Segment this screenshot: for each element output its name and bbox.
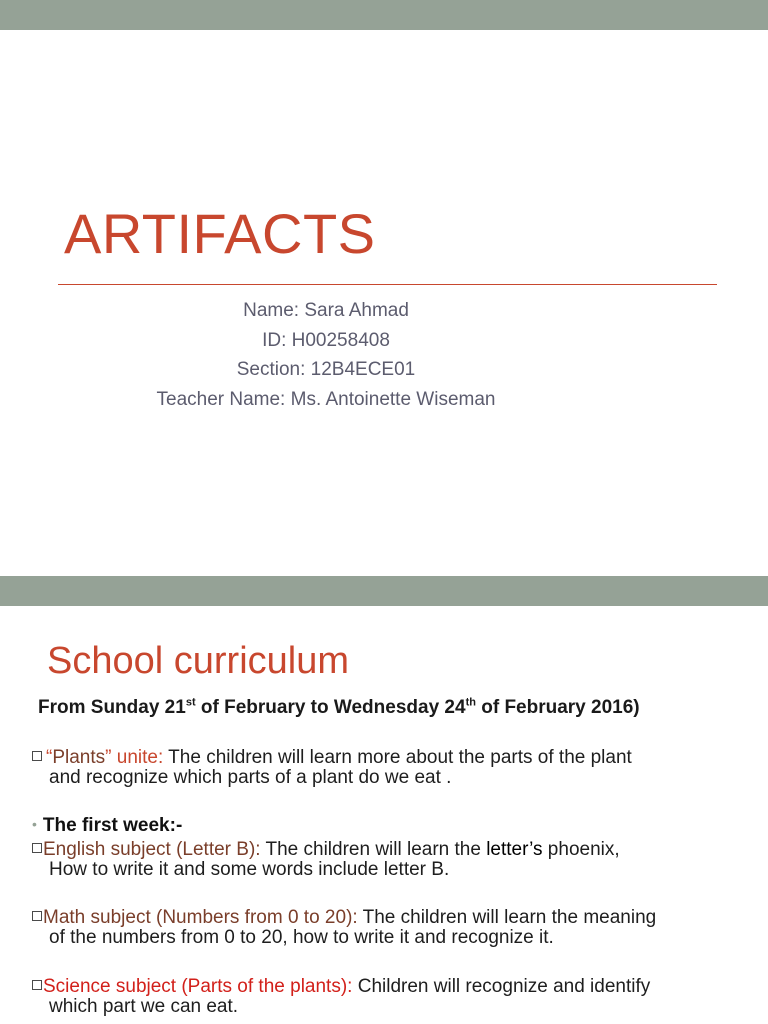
author-info bbox=[0, 296, 652, 414]
english-text-word: letter’s bbox=[486, 839, 543, 860]
top-band bbox=[0, 0, 768, 30]
date-range bbox=[38, 697, 640, 719]
checkbox-square-icon bbox=[32, 911, 42, 921]
date-part: From Sunday 21 bbox=[38, 697, 186, 718]
first-week-heading bbox=[32, 815, 182, 837]
math-subject-item bbox=[32, 908, 709, 948]
student-id: ID: H00258408 bbox=[262, 329, 390, 351]
unit-label: ” unite: bbox=[105, 747, 164, 768]
english-text: The children will learn the bbox=[260, 839, 487, 860]
english-label: English subject (Letter B): bbox=[43, 839, 261, 860]
section: Section: 12B4ECE01 bbox=[236, 359, 416, 380]
checkbox-square-icon bbox=[32, 980, 42, 990]
math-text: The children will learn the meaning bbox=[357, 907, 657, 928]
math-label: Math subject (Numbers from 0 to 20): bbox=[43, 907, 358, 928]
checkbox-square-icon bbox=[32, 843, 42, 853]
slide-title: ARTIFACTS bbox=[64, 202, 376, 265]
plants-unit-item bbox=[32, 748, 709, 788]
first-week-label: The first week:- bbox=[42, 815, 183, 836]
date-suffix: th bbox=[465, 696, 476, 709]
science-text: Children will recognize and identify bbox=[352, 976, 651, 997]
curriculum-title: School curriculum bbox=[47, 640, 349, 682]
checkbox-square-icon bbox=[32, 751, 42, 761]
science-subject-item bbox=[32, 977, 709, 1017]
date-part: of February 2016) bbox=[475, 697, 640, 718]
plants-label: Plants bbox=[52, 747, 106, 768]
date-part: of February to Wednesday 24 bbox=[195, 697, 466, 718]
plants-text-cont: and recognize which parts of a plant do we eat . bbox=[49, 767, 452, 788]
quote-open: “ bbox=[46, 747, 53, 768]
bullet-dot-icon: • bbox=[32, 816, 37, 832]
math-text-cont: of the numbers from 0 to 20, how to write it and recognize it. bbox=[49, 927, 554, 948]
english-subject-item bbox=[32, 840, 709, 880]
teacher-name: Teacher Name: Ms. Antoinette Wiseman bbox=[156, 388, 496, 410]
english-text-cont: How to write it and some words include letter B. bbox=[49, 859, 450, 880]
english-text: phoenix, bbox=[542, 839, 620, 860]
date-suffix: st bbox=[185, 696, 196, 709]
plants-text: The children will learn more about the parts of the plant bbox=[163, 747, 632, 768]
slide-separator-band bbox=[0, 576, 768, 606]
science-label: Science subject (Parts of the plants): bbox=[43, 976, 353, 997]
title-divider bbox=[58, 284, 717, 285]
student-name: Name: Sara Ahmad bbox=[243, 300, 409, 321]
science-text-cont: which part we can eat. bbox=[49, 996, 239, 1017]
